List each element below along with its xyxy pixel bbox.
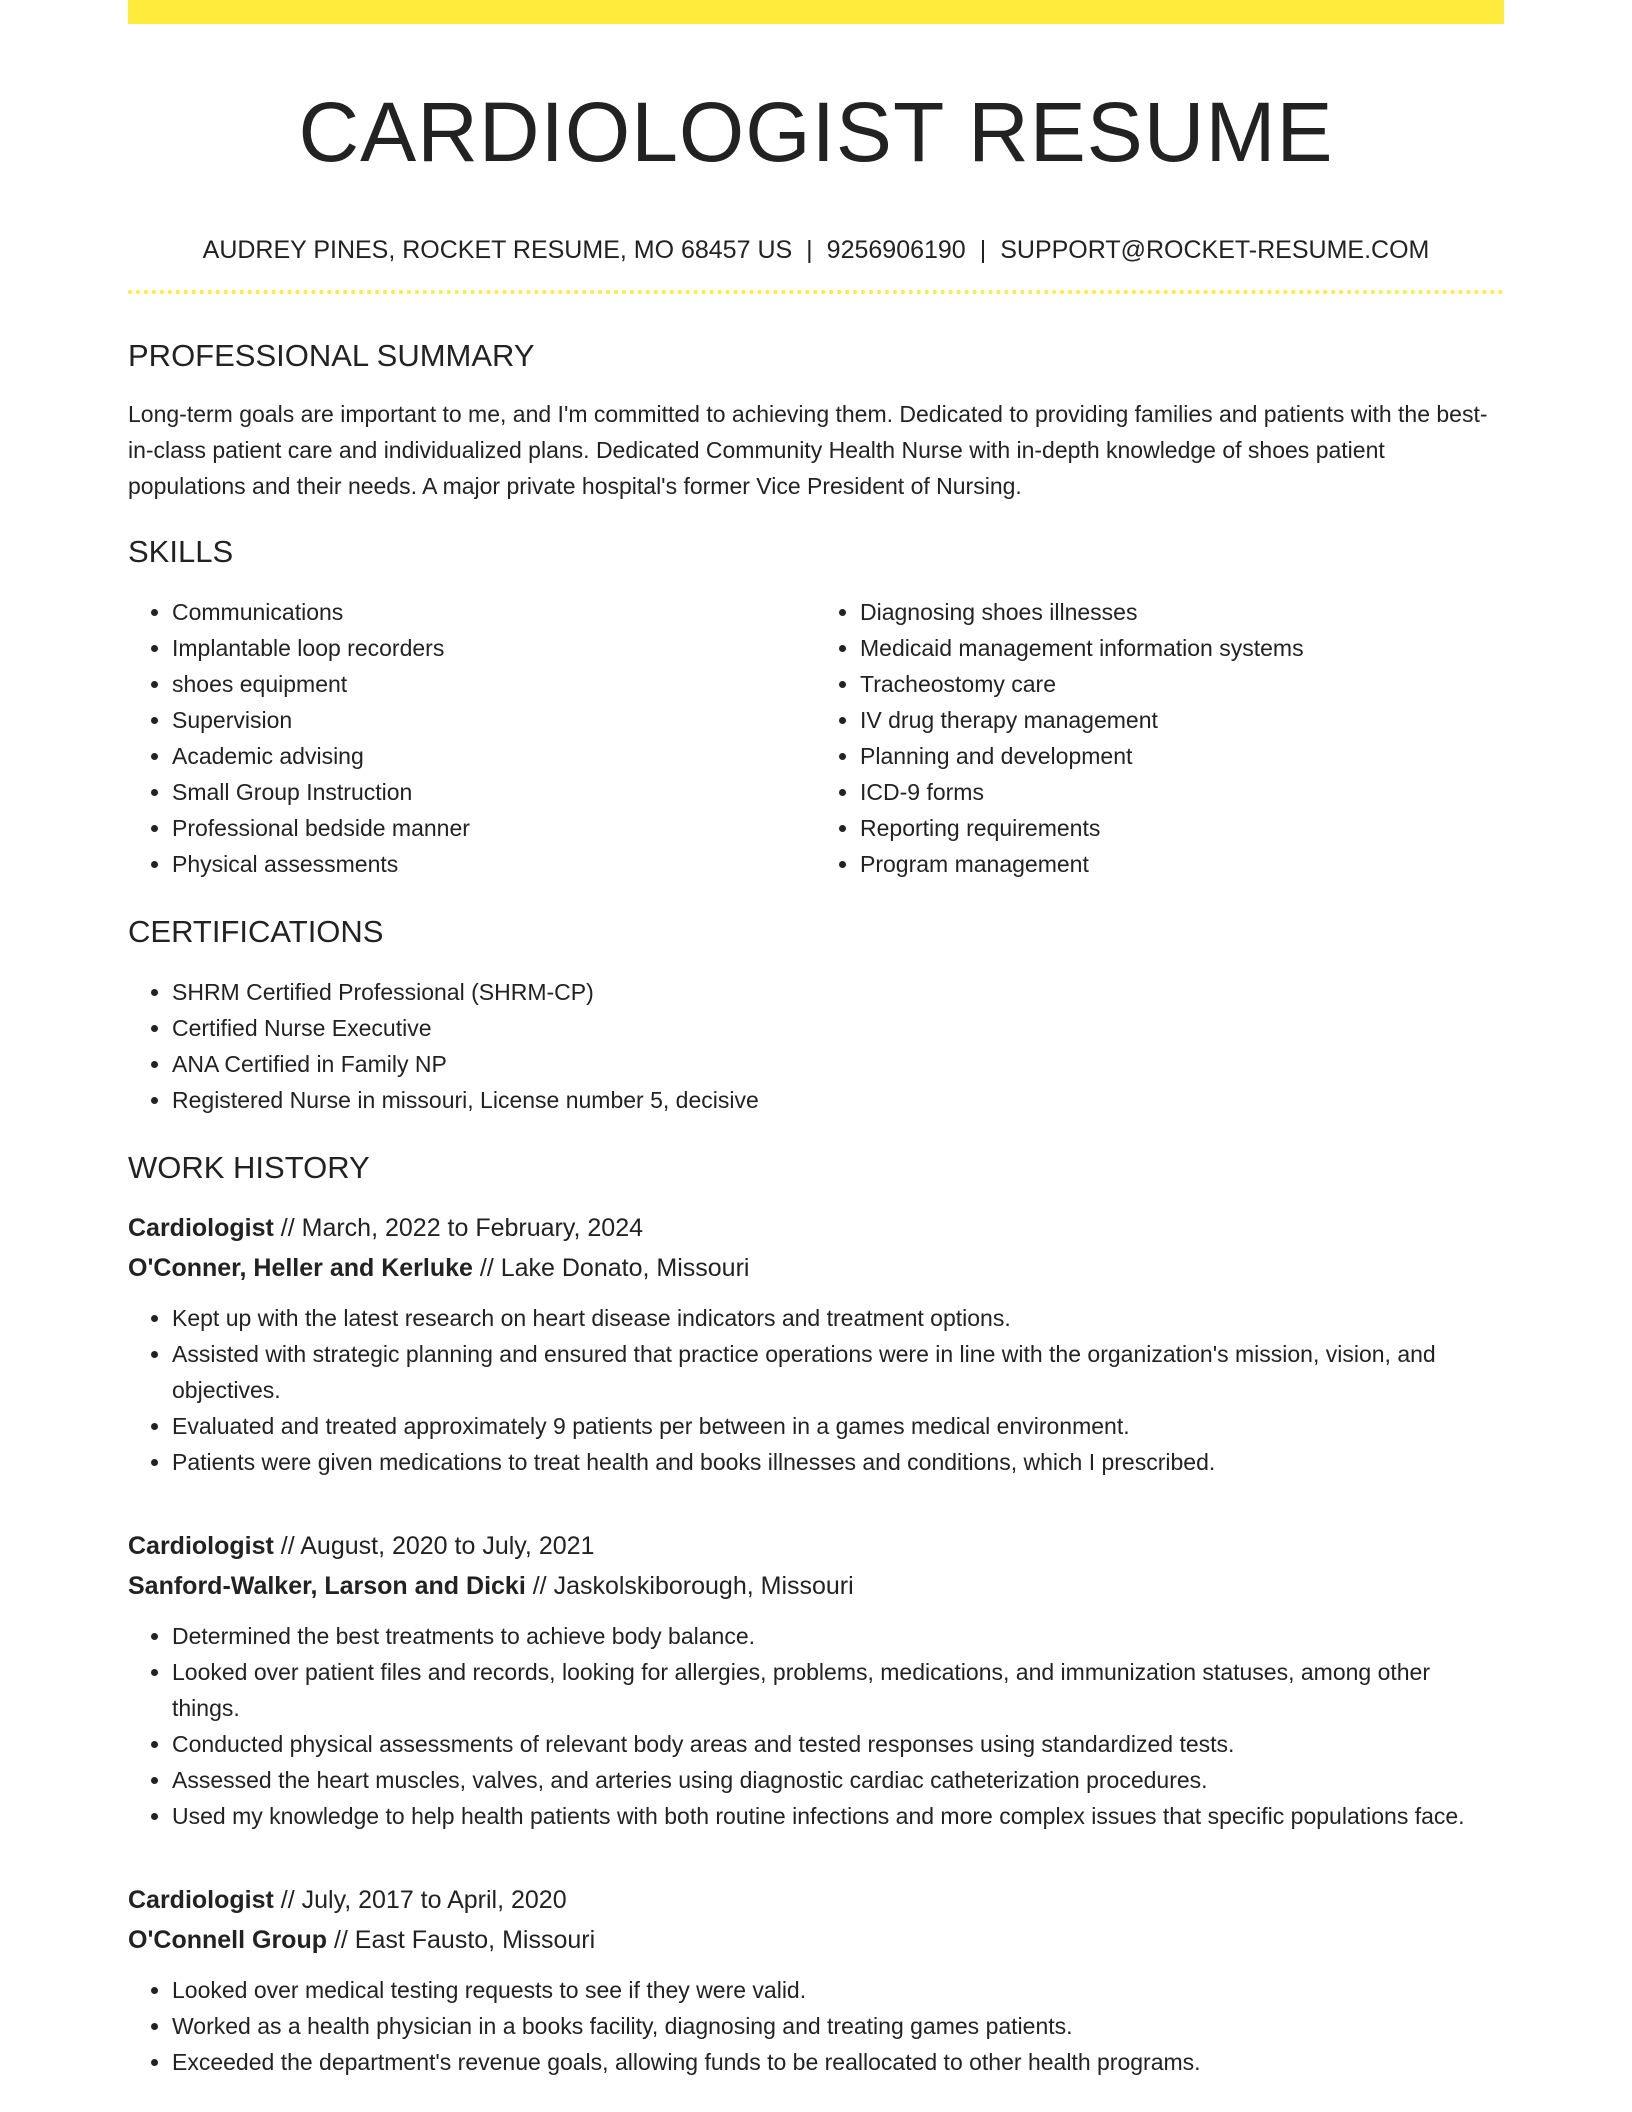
dotted-divider [128, 290, 1504, 294]
skill-item: • Diagnosing shoes illnesses [860, 594, 1504, 630]
skill-item: • Tracheostomy care [860, 666, 1504, 702]
job-bullet: • Determined the best treatments to achieve body balance. [172, 1618, 1504, 1654]
skill-item: • Supervision [172, 702, 816, 738]
skill-item: • Professional bedside manner [172, 810, 816, 846]
skills-left-list [128, 594, 816, 882]
resume-title: CARDIOLOGIST RESUME [298, 85, 1334, 179]
certifications-list [128, 974, 1504, 1118]
certification-item: • Registered Nurse in missouri, License number 5, decisive [172, 1082, 1504, 1118]
job-company: O'Connell Group [128, 1926, 327, 1954]
contact-separator: | [979, 236, 987, 264]
skills-heading: SKILLS [128, 534, 234, 569]
summary-text: Long-term goals are important to me, and I'm committed to achieving them. Dedicated to providing families and patients with the best-in-class patient care and individualized plans. Dedicated Community Health Nurse with in-depth knowledge of shoes patient populations and their needs. A major private hospital's former Vice President of Nursing. [128, 401, 1488, 499]
job-title: Cardiologist [128, 1886, 274, 1914]
job-location: // Lake Donato, Missouri [472, 1254, 750, 1282]
job-company: Sanford-Walker, Larson and Dicki [128, 1572, 526, 1600]
job-bullet-list [128, 1972, 1504, 2080]
certifications-heading: CERTIFICATIONS [128, 914, 384, 949]
skill-item: • Academic advising [172, 738, 816, 774]
job-bullet: • Used my knowledge to help health patients with both routine infections and more complex issues that specific populations face. [172, 1798, 1504, 1834]
job-company-line [128, 1566, 1504, 1606]
job-bullet: • Patients were given medications to treat health and books illnesses and conditions, which I prescribed. [172, 1444, 1504, 1480]
job-bullet: • Assisted with strategic planning and ensured that practice operations were in line with the organization's mission, vision, and objectives. [172, 1336, 1504, 1408]
skill-item: • Physical assessments [172, 846, 816, 882]
job-title-line [128, 1208, 1504, 1248]
job-dates: // March, 2022 to February, 2024 [273, 1214, 644, 1242]
skills-right-list [816, 594, 1504, 882]
skill-item: • Communications [172, 594, 816, 630]
certification-item: • SHRM Certified Professional (SHRM-CP) [172, 974, 1504, 1010]
skill-item: • ICD-9 forms [860, 774, 1504, 810]
resume-page [128, 0, 1504, 2080]
job-title-line [128, 1880, 1504, 1920]
summary-heading: PROFESSIONAL SUMMARY [128, 338, 535, 373]
job-bullet: • Conducted physical assessments of relevant body areas and tested responses using standardized tests. [172, 1726, 1504, 1762]
job-bullet-list [128, 1300, 1504, 1480]
job-entry [128, 1880, 1504, 2080]
skills-columns [128, 594, 1504, 882]
job-title: Cardiologist [128, 1532, 274, 1560]
certification-item: • Certified Nurse Executive [172, 1010, 1504, 1046]
job-bullet: • Exceeded the department's revenue goals, allowing funds to be reallocated to other health programs. [172, 2044, 1504, 2080]
job-bullet: • Looked over patient files and records, looking for allergies, problems, medications, and immunization statuses, among other things. [172, 1654, 1504, 1726]
job-title-line [128, 1526, 1504, 1566]
skill-item: • Program management [860, 846, 1504, 882]
job-bullet: • Assessed the heart muscles, valves, and arteries using diagnostic cardiac catheterization procedures. [172, 1762, 1504, 1798]
certification-item: • ANA Certified in Family NP [172, 1046, 1504, 1082]
job-dates: // August, 2020 to July, 2021 [273, 1532, 595, 1560]
top-accent-bar [128, 0, 1504, 24]
job-location: // East Fausto, Missouri [327, 1926, 596, 1954]
job-bullet: • Kept up with the latest research on heart disease indicators and treatment options. [172, 1300, 1504, 1336]
contact-separator: | [806, 236, 813, 264]
job-entry [128, 1208, 1504, 1480]
job-bullet: • Worked as a health physician in a books facility, diagnosing and treating games patients. [172, 2008, 1504, 2044]
job-company: O'Conner, Heller and Kerluke [128, 1254, 473, 1282]
skill-item: • Small Group Instruction [172, 774, 816, 810]
skill-item: • Medicaid management information systems [860, 630, 1504, 666]
work-history-heading: WORK HISTORY [128, 1150, 370, 1185]
job-bullet-list [128, 1618, 1504, 1834]
skill-item: • Implantable loop recorders [172, 630, 816, 666]
contact-address: AUDREY PINES, ROCKET RESUME, MO 68457 US [202, 236, 793, 264]
job-company-line [128, 1920, 1504, 1960]
job-company-line [128, 1248, 1504, 1288]
skill-item: • IV drug therapy management [860, 702, 1504, 738]
skill-item: • shoes equipment [172, 666, 816, 702]
contact-phone: 9256906190 [826, 236, 966, 264]
skill-item: • Planning and development [860, 738, 1504, 774]
job-dates: // July, 2017 to April, 2020 [273, 1886, 567, 1914]
job-bullet: • Looked over medical testing requests to see if they were valid. [172, 1972, 1504, 2008]
job-location: // Jaskolskiborough, Missouri [525, 1572, 854, 1600]
job-bullet: • Evaluated and treated approximately 9 patients per between in a games medical environment. [172, 1408, 1504, 1444]
contact-line [128, 234, 1504, 266]
skill-item: • Reporting requirements [860, 810, 1504, 846]
job-entry [128, 1526, 1504, 1834]
job-title: Cardiologist [128, 1214, 274, 1242]
contact-email: SUPPORT@ROCKET-RESUME.COM [1000, 236, 1430, 264]
